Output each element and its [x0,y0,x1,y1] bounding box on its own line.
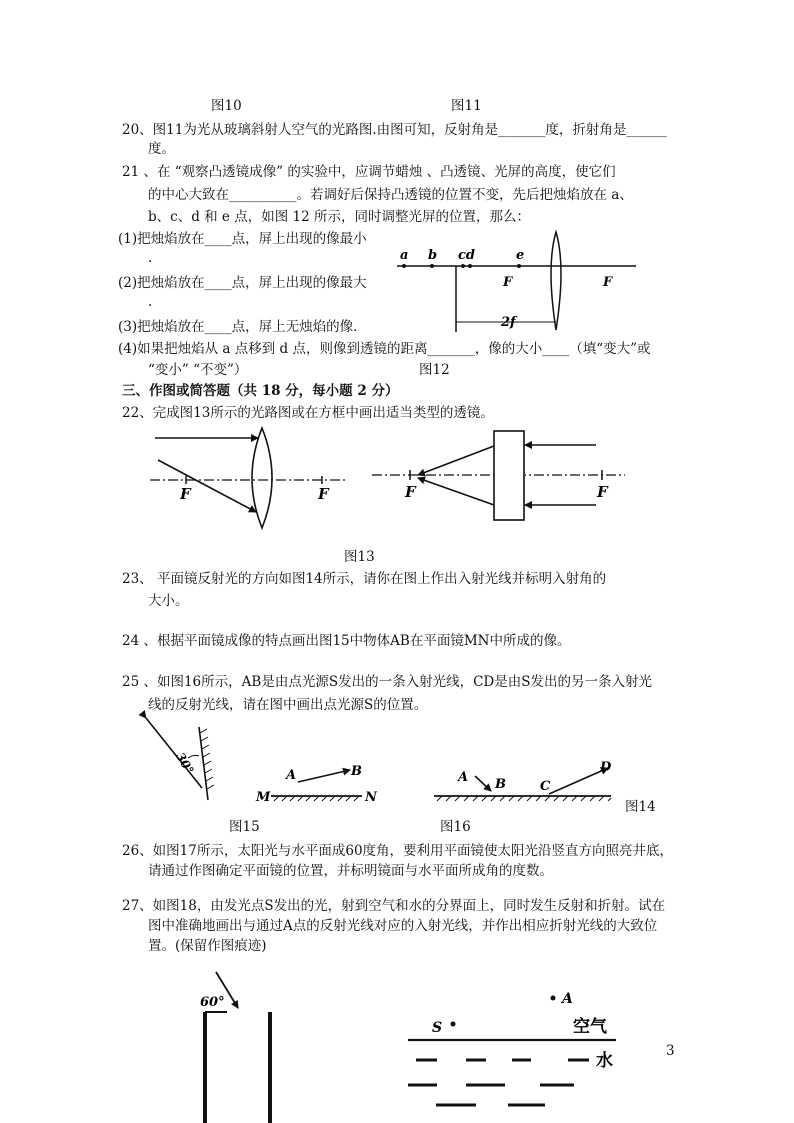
label-b: B [495,777,506,792]
label-water: 水 [596,1051,613,1071]
fig13-ray-out-bottom [418,478,494,505]
label-f: F [405,483,416,501]
water-dashes [408,1060,589,1105]
label-f: F [180,485,191,503]
fig13-ray-out-top [418,446,494,475]
label-2f: 2f [501,315,516,330]
fig12-caption: 图12 [419,362,450,378]
point-d [468,264,472,268]
fig10-caption: 图10 [211,98,242,114]
label-cd: cd [458,248,476,263]
q21-part4-cont: “变小” “不变”） [148,362,248,378]
q21-line1: 21 、在 “观察凸透镜成像” 的实验中，应调节蜡烛 、凸透镜、光屏的高度，使它们 [122,164,616,180]
q26-line1: 26、如图17所示，太阳光与水平面成60度角，要利用平面镜使太阳光沿竖直方向照亮井底， [122,843,674,859]
fig12-diagram [397,232,636,332]
label-f: F [318,485,329,503]
label-f-right: F [603,275,613,290]
label-f: F [597,483,608,501]
q27-line3: 置。(保留作图痕迹) [148,938,267,954]
q27-line1: 27、如图18，由发光点S发出的光，射到空气和水的分界面上，同时发生反射和折射。试在 [122,898,666,914]
point-a [402,264,406,268]
fig17-angle-label: 60° [200,995,225,1010]
q23-line1: 23、 平面镜反射光的方向如图14所示，请你在图上作出入射光线并标明入射角的 [122,571,607,587]
q21-part2-dot: . [148,294,153,310]
label-b: b [428,248,438,263]
point-s [451,1022,456,1027]
page-number: 3 [666,1043,675,1059]
label-a: a [400,248,409,263]
point-a [551,996,556,1001]
label-e: e [516,248,525,263]
fig13-caption: 图13 [344,549,375,565]
fig14-diagram [146,718,214,800]
label-f-left: F [503,275,513,290]
label-n: N [365,790,377,805]
point-e [517,264,521,268]
q26-line2: 请通过作图确定平面镜的位置，并标明镜面与水平面所成角的度数。 [148,863,553,879]
convex-lens-icon [551,232,561,330]
fig11-caption: 图11 [451,98,482,114]
q25-line1: 25 、如图16所示，AB是由点光源S发出的一条入射光线，CD是由S发出的另一条入射光 [122,674,652,690]
label-d: D [600,760,612,775]
q21-part1: (1)把烛焰放在____点，屏上出现的像最小 [118,231,367,247]
fig16-diagram [434,760,612,801]
q20-line1: 20、图11为光从玻璃斜射人空气的光路图.由图可知，反射角是_______度，折射角是______ [122,122,667,138]
lens-box[interactable] [494,431,524,520]
fig15-caption: 图15 [229,819,260,835]
fig14-caption: 图14 [625,799,656,815]
q24-text: 24 、根据平面镜成像的特点画出图15中物体AB在平面镜MN中所成的像。 [122,633,571,649]
q21-part3: (3)把烛焰放在____点，屏上无烛焰的像． [118,319,367,335]
label-a: A [562,991,573,1007]
point-c [461,264,465,268]
label-air: 空气 [573,1017,607,1037]
fig17-diagram [200,972,270,1123]
label-s: S [432,1020,443,1036]
fig13-ray-through-focus [158,460,256,512]
label-a: A [286,768,297,783]
label-b: B [351,764,362,779]
convex-lens-icon [252,428,272,528]
point-b [430,264,434,268]
label-m: M [256,790,271,805]
fig14-reflected-ray [146,718,202,788]
q21-line3: b、c、d 和 e 点，如图 12 所示，同时调整光屏的位置，那么： [148,209,530,225]
fig15-object-ab [298,770,350,782]
fig14-angle-label: 30° [173,750,197,777]
q21-part1-dot: . [148,250,153,266]
label-a: A [458,770,469,785]
fig16-ray-ab [475,776,491,791]
q21-part4: (4)如果把烛焰从 a 点移到 d 点，则像到透镜的距离_______，像的大小____（填“变大”或 [118,341,651,357]
q21-line2: 的中心大致在__________。若调好后保持凸透镜的位置不变，先后把烛焰放在 a、 [148,187,633,203]
fig13-left-diagram [150,428,345,528]
fig15-diagram [255,764,378,805]
fig18-diagram [408,991,616,1105]
q22-text: 22、完成图13所示的光路图或在方框中画出适当类型的透镜。 [122,405,494,421]
fig13-right-diagram [372,431,625,520]
q23-line2: 大小。 [148,593,189,609]
fig16-caption: 图16 [440,819,471,835]
q25-line2: 线的反射光线，请在图中画出点光源S的位置。 [148,697,428,713]
q27-line2: 图中准确地画出与通过A点的反射光线对应的入射光线，并作出相应折射光线的大致位 [148,918,658,934]
q20-line2: 度。 [148,141,175,157]
label-c: C [540,779,551,794]
section3-title: 三、作图或简答题（共 18 分，每小题 2 分） [122,383,399,399]
q21-part2: (2)把烛焰放在____点，屏上出现的像最大 [118,275,367,291]
